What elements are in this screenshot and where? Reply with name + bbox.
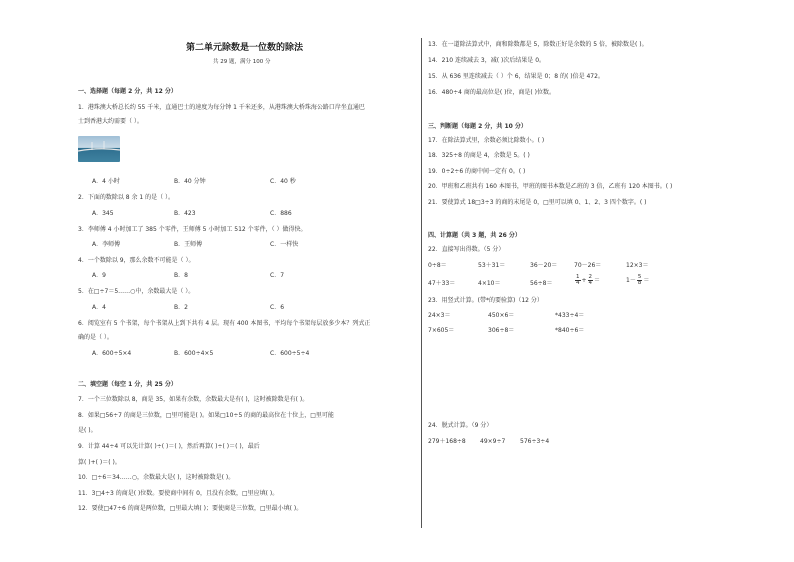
section-judge-heading: 三、判断题（每题 2 分，共 10 分）: [428, 123, 527, 130]
question-1-line1: 1．港珠澳大桥总长约 55 千米，直通巴士的速度为每分钟 1 千米还多，从港珠澳大桥珠海公路口岸坐直通巴: [78, 104, 365, 111]
q5-option-a: A．4: [92, 304, 106, 311]
fraction-expression: $\frac{1}{4}$ + $\frac{2}{4}$ ＝: [576, 274, 601, 286]
q6-option-b: B．600÷4×5: [174, 350, 214, 357]
page-subtitle: 共 29 题，满分 100 分: [213, 59, 271, 65]
q3-option-a: A．李师傅: [92, 241, 121, 248]
question-12: 12．要使□47÷6 的商是两位数，□里最大填( )；要使商是三位数，□里最小填( )。: [78, 505, 303, 512]
q4-option-a: A．9: [92, 272, 106, 279]
question-5: 5．在□÷7＝5……○中，余数最大是（ ）。: [78, 288, 195, 295]
q1-option-a: A．4 小时: [92, 178, 120, 185]
vertical-calc-item: 7×605＝: [428, 327, 455, 334]
q1-option-c: C．40 秒: [270, 178, 296, 185]
bridge-photo: [78, 136, 120, 162]
question-14: 14．210 连续减去 3，减( )次后结果是 0。: [428, 57, 546, 64]
calc-item: 53＋31＝: [478, 262, 506, 269]
vertical-calc-item: *433÷4＝: [555, 312, 585, 319]
q3-option-b: B．王师傅: [174, 241, 203, 248]
question-23: 23．用竖式计算。(带*的要验算)（12 分）: [428, 297, 543, 304]
question-15: 15．从 636 里连续减去（ ）个 6，结果是 0；8 的( )倍是 472。: [428, 73, 604, 80]
question-1-line2: 士到香港大约需要（ ）。: [78, 118, 143, 125]
vertical-calc-item: *840÷6＝: [555, 327, 585, 334]
q2-option-c: C．886: [270, 210, 292, 217]
page-title: 第二单元除数是一位数的除法: [186, 43, 304, 53]
q3-option-c: C．一样快: [270, 241, 299, 248]
question-18: 18．325÷8 的商是 4，余数是 5。( ): [428, 152, 530, 159]
question-8-line2: 是( )。: [78, 427, 97, 434]
q6-option-c: C．600÷5÷4: [270, 350, 310, 357]
vertical-calc-item: 24×3＝: [428, 312, 451, 319]
question-22: 22．直接写出得数。（5 分）: [428, 246, 505, 253]
section-fill-heading: 二、填空题（每空 1 分，共 25 分）: [78, 381, 177, 388]
question-3: 3．李师傅 4 小时加工了 385 个零件，王师傅 5 小时加工 512 个零件，（ ）做得快。: [78, 226, 307, 233]
q2-option-a: A．345: [92, 210, 114, 217]
mixed-calc-item: 49×9÷7: [480, 438, 506, 445]
question-21: 21．要使算式 18□3÷3 的商的末尾是 0，□里可以填 0、1、2、3 四个数字。( ): [428, 199, 647, 206]
q2-option-b: B．423: [174, 210, 196, 217]
calc-item: 47＋33＝: [428, 280, 456, 287]
vertical-calc-item: 306÷8＝: [488, 327, 515, 334]
question-8-line1: 8．如果□56÷7 的商是三位数，□里可能是( )。如果□10÷5 的商的最高位在十位上，□里可能: [78, 412, 334, 419]
mixed-calc-item: 576÷3÷4: [520, 438, 550, 445]
question-6-line1: 6．阅览室有 5 个书架，每个书架从上到下共有 4 层。现有 400 本图书，平均每个书架每层放多少本？列式正: [78, 320, 371, 327]
calc-item: 56÷8＝: [530, 280, 553, 287]
q4-option-b: B．8: [174, 272, 188, 279]
question-19: 19．0÷2÷6 的商中间一定有 0。( ): [428, 168, 526, 175]
calc-item: 12×3＝: [626, 262, 649, 269]
vertical-calc-item: 450×6＝: [488, 312, 515, 319]
calc-item: 0÷8＝: [428, 262, 447, 269]
question-2: 2．下面的数除以 8 余 1 的是（ ）。: [78, 194, 174, 201]
question-13: 13．在一道除法算式中，商和除数都是 5，除数正好是余数的 5 倍，被除数是( )。: [428, 41, 648, 48]
q6-option-a: A．600÷5×4: [92, 350, 132, 357]
section-calc-heading: 四、计算题（共 3 题，共 26 分）: [428, 232, 521, 239]
question-16: 16．480÷4 商的最高位是( )位，商是( )位数。: [428, 89, 556, 96]
calc-item: 70－26＝: [574, 262, 602, 269]
q5-option-c: C．6: [270, 304, 285, 311]
column-divider: [421, 38, 422, 528]
fraction: $\frac{2}{4}$: [588, 274, 593, 286]
q1-option-b: B．40 分钟: [174, 178, 206, 185]
question-9-line2: 算( )+( )＝( )。: [78, 459, 121, 466]
q4-option-c: C．7: [270, 272, 285, 279]
question-9-line1: 9．计算 44÷4 可以先计算( )÷( )＝( )，然后再算( )÷( )＝( )，最后: [78, 443, 260, 450]
fraction: $\frac{1}{4}$: [576, 274, 580, 286]
section-choice-heading: 一、选择题（每题 2 分，共 12 分）: [78, 88, 177, 95]
question-24: 24．脱式计算。（9 分）: [428, 422, 493, 429]
question-6-line2: 确的是（ ）。: [78, 334, 113, 341]
fraction: $\frac{5}{8}$: [637, 274, 642, 286]
calc-item: 4×10＝: [478, 280, 501, 287]
question-11: 11．3□4÷3 的商是( )位数。要使商中间有 0，且没有余数，□里应填( )。: [78, 490, 279, 497]
fraction-expression: 1－ $\frac{5}{8}$ ＝: [626, 274, 650, 286]
mixed-calc-item: 279＋168÷8: [428, 438, 466, 445]
question-20: 20．甲班和乙班共有 160 本图书，甲班的图书本数是乙班的 3 倍，乙班有 120 本图书。( ): [428, 183, 673, 190]
question-7: 7．一个三位数除以 8，商是 35，如果有余数，余数最大是有( )，这时被除数是有( )。: [78, 396, 309, 403]
calc-item: 36－20＝: [530, 262, 558, 269]
question-10: 10．□÷6＝34……○，余数最大是( )，这时被除数是( )。: [78, 474, 235, 481]
question-17: 17．在除法算式里，余数必须比除数小。( ): [428, 137, 545, 144]
q5-option-b: B．2: [174, 304, 188, 311]
question-4: 4．一个数除以 9，那么余数不可能是（ ）。: [78, 257, 195, 264]
